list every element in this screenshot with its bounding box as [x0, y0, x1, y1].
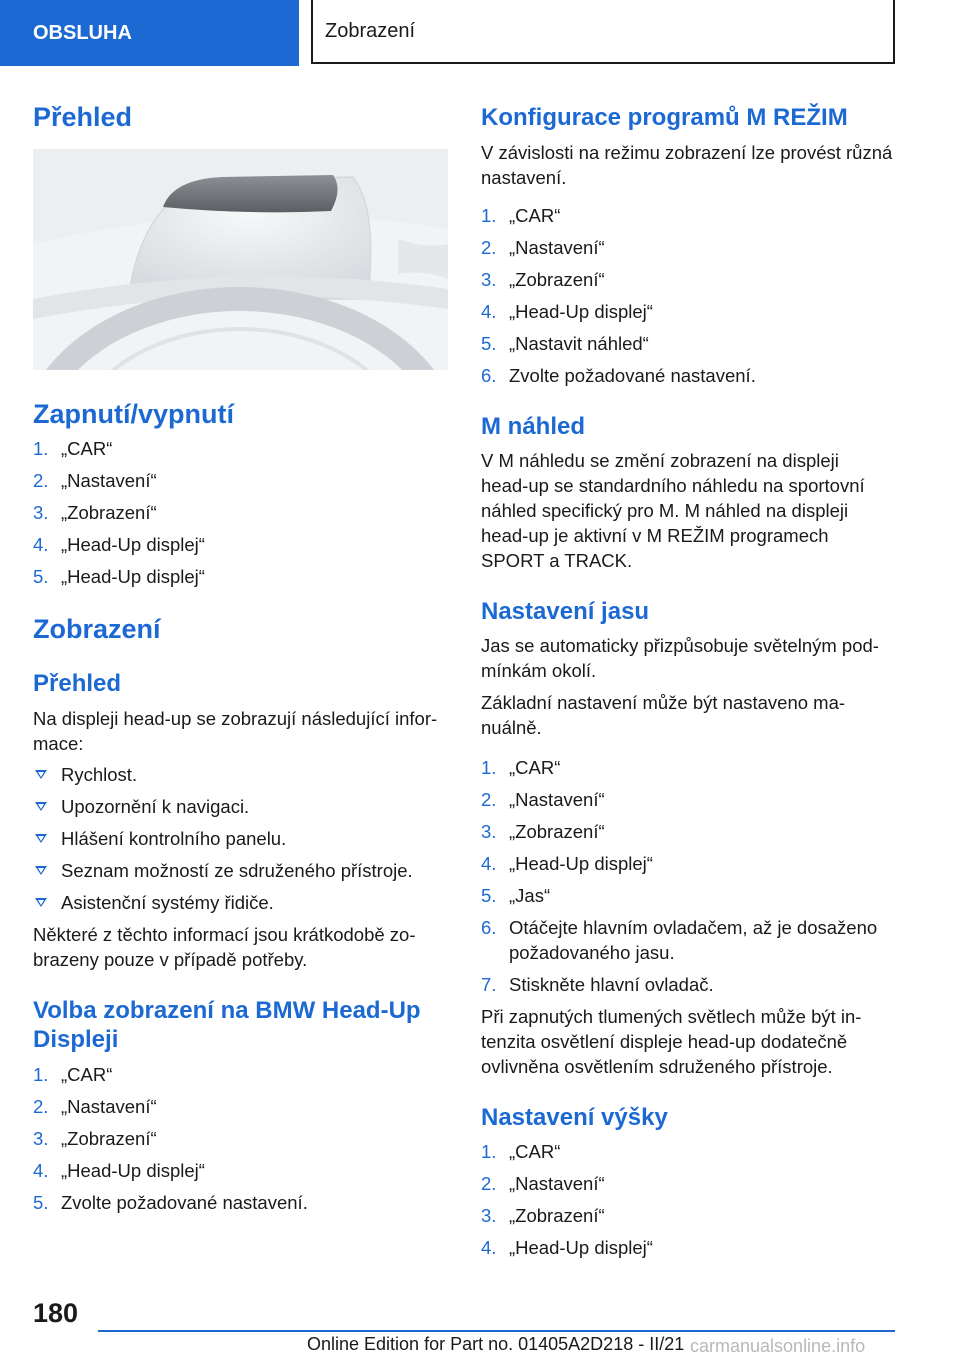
list-item: 2. „Nastavení“	[481, 1173, 605, 1194]
list-item: 4. „Head-Up displej“	[481, 1237, 653, 1258]
height-steps	[481, 1139, 896, 1267]
list-item: 3. „Zobrazení“	[481, 1205, 605, 1226]
list-item: Upozornění k navigaci.	[33, 794, 448, 826]
list-item: Rychlost.	[33, 762, 448, 794]
list-item: 4. „Head-Up displej“	[33, 534, 205, 555]
list-item: Asistenční systémy řidiče.	[33, 890, 448, 922]
display-bullets	[33, 762, 448, 922]
select-steps	[33, 1062, 448, 1222]
list-item: Seznam možností ze sdruženého přístroje.	[33, 858, 448, 890]
mode-heading: Konfigurace programů M REŽIM	[481, 104, 848, 131]
display-subheading: Přehled	[33, 670, 122, 697]
mview-heading: M náhled	[481, 413, 586, 440]
overview-title: Přehled	[33, 102, 133, 132]
list-item: 3. „Zobrazení“	[481, 821, 605, 842]
list-item: 2. „Nastavení“	[33, 1096, 157, 1117]
mode-intro: V závislosti na režimu zobrazení lze provést různá nastavení.	[481, 142, 893, 188]
triangle-bullet-icon	[35, 834, 47, 843]
hud-unit-photo	[33, 149, 448, 370]
brightness-note: Při zapnutých tlumených světlech může být in-tenzita osvětlení displeje head-up dodatečně ovlivněna osvětlením sdruženého přístroje.	[481, 1006, 862, 1077]
list-item: 1. „CAR“	[33, 438, 113, 459]
list-item: 5. „Head-Up displej“	[33, 566, 205, 587]
list-item: 3. „Zobrazení“	[33, 1128, 157, 1149]
chapter-label: Zobrazení	[325, 19, 416, 42]
triangle-bullet-icon	[35, 770, 47, 779]
list-item: 1. „CAR“	[481, 757, 561, 778]
edition-text: Online Edition for Part no. 01405A2D218 - II/21	[307, 1334, 685, 1354]
brightness-p1: Jas se automaticky přizpůsobuje světelným pod-mínkám okolí.	[481, 635, 879, 681]
triangle-bullet-icon	[35, 802, 47, 811]
list-item: 5. Zvolte požadované nastavení.	[33, 1192, 308, 1213]
triangle-bullet-icon	[35, 898, 47, 907]
list-item: 1. „CAR“	[33, 1064, 113, 1085]
footer-divider	[98, 1330, 895, 1332]
brightness-p2: Základní nastavení může být nastaveno ma-nuálně.	[481, 692, 846, 738]
list-item: 6. Otáčejte hlavním ovladačem, až je dosaženo požadovaného jasu.	[481, 917, 878, 963]
display-heading: Zobrazení	[33, 614, 161, 644]
list-item: 2. „Nastavení“	[481, 237, 605, 258]
list-item: Hlášení kontrolního panelu.	[33, 826, 448, 858]
list-item: 5. „Jas“	[481, 885, 551, 906]
list-item: 6. Zvolte požadované nastavení.	[481, 365, 756, 386]
list-item: 4. „Head-Up displej“	[33, 1160, 205, 1181]
list-item: 2. „Nastavení“	[33, 470, 157, 491]
brightness-heading: Nastavení jasu	[481, 598, 650, 625]
display-intro: Na displeji head-up se zobrazují následující infor-mace:	[33, 708, 438, 754]
watermark-text: carmanualsonline.info	[690, 1336, 866, 1356]
list-item: 4. „Head-Up displej“	[481, 853, 653, 874]
hud-illustration	[33, 149, 448, 370]
mview-text: V M náhledu se změní zobrazení na displeji head-up se standardního náhledu na sportovní náhled specifický pro M. M náhled na displeji head-up je aktivní v M REŽIM programech SPORT a TRACK.	[481, 450, 865, 571]
section-tab	[0, 0, 299, 66]
list-item: 1. „CAR“	[481, 205, 561, 226]
display-note: Některé z těchto informací jsou krátkodobě zo-brazeny pouze v případě potřeby.	[33, 924, 416, 970]
chapter-tab	[311, 0, 895, 64]
list-item: 2. „Nastavení“	[481, 789, 605, 810]
select-heading: Volba zobrazení na BMW Head-Up Displeji	[33, 997, 421, 1053]
list-item: 5. „Nastavit náhled“	[481, 333, 649, 354]
list-item: 3. „Zobrazení“	[33, 502, 157, 523]
list-item: 1. „CAR“	[481, 1141, 561, 1162]
brightness-steps	[481, 755, 896, 1004]
list-item: 7. Stiskněte hlavní ovladač.	[481, 974, 714, 995]
mode-steps	[481, 203, 896, 395]
triangle-bullet-icon	[35, 866, 47, 875]
onoff-heading: Zapnutí/vypnutí	[33, 399, 234, 429]
page-number: 180	[33, 1298, 79, 1328]
height-heading: Nastavení výšky	[481, 1104, 668, 1131]
list-item: 4. „Head-Up displej“	[481, 301, 653, 322]
section-label: OBSLUHA	[33, 21, 132, 44]
list-item: 3. „Zobrazení“	[481, 269, 605, 290]
onoff-steps	[33, 436, 448, 596]
